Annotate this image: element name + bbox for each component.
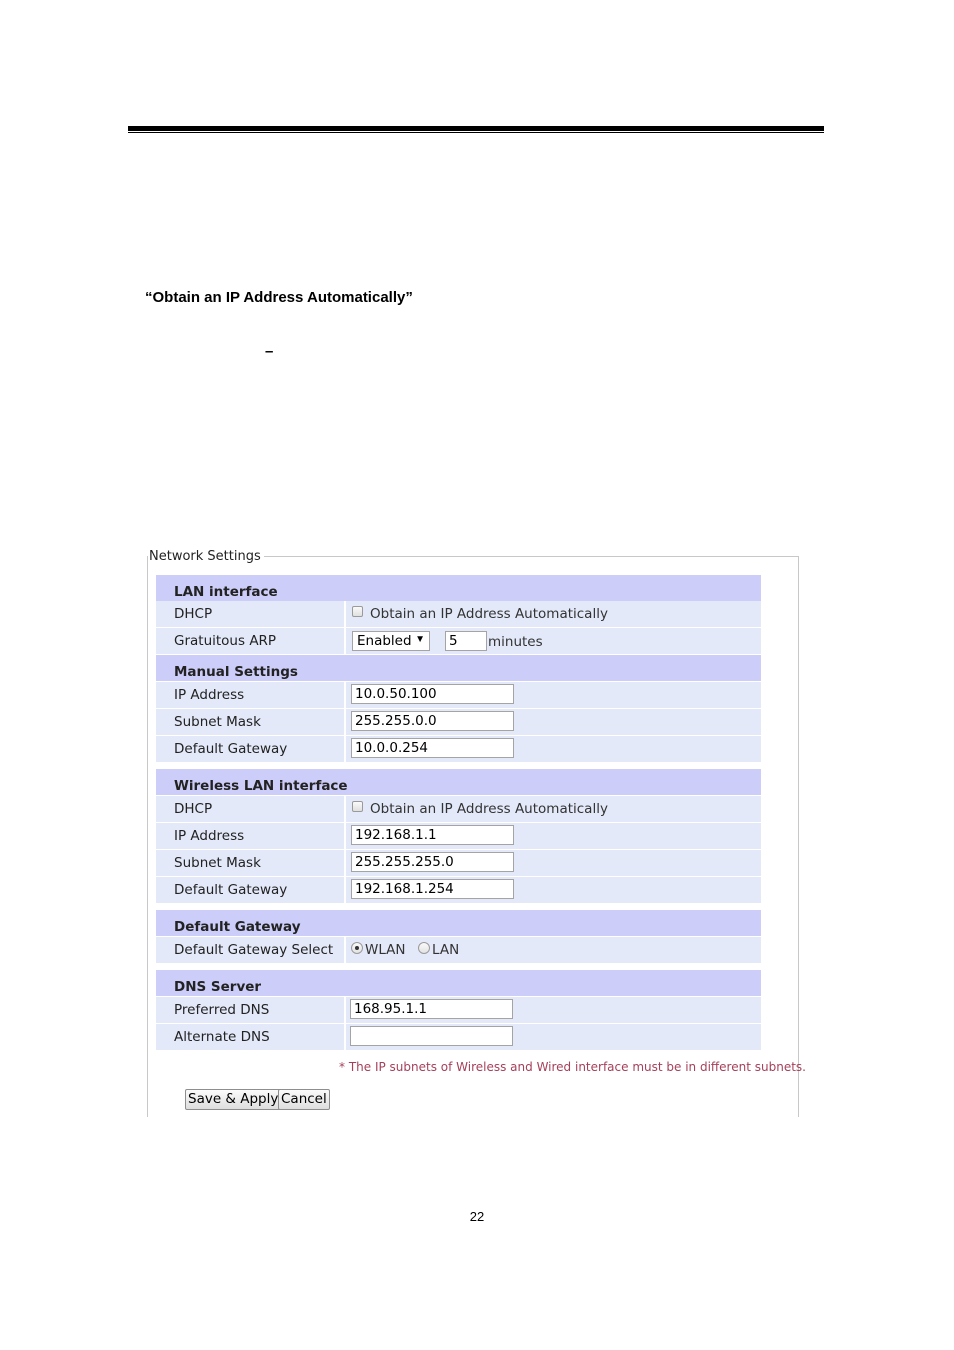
- wlan-ip-input[interactable]: 192.168.1.1: [351, 825, 514, 845]
- lan-radio-icon[interactable]: [418, 942, 430, 954]
- wlan-mask-input[interactable]: 255.255.255.0: [351, 852, 514, 872]
- row-lan-dhcp: [156, 601, 761, 627]
- arp-select[interactable]: [352, 631, 430, 651]
- section-default-gateway: [156, 910, 761, 936]
- row-wlan-mask: [156, 850, 761, 876]
- row-lan-mask: [156, 709, 761, 735]
- wlan-radio-icon[interactable]: [351, 942, 363, 954]
- lan-dhcp-option-label[interactable]: Obtain an IP Address Automatically: [370, 606, 608, 622]
- row-lan-gateway: [156, 736, 761, 762]
- top-rule: [128, 126, 824, 131]
- wlan-dhcp-checkbox-icon[interactable]: [352, 801, 363, 812]
- lan-radio-label[interactable]: LAN: [432, 942, 460, 958]
- subnet-note: * The IP subnets of Wireless and Wired interface must be in different subnets.: [339, 1060, 806, 1074]
- lan-ip-input[interactable]: 10.0.50.100: [351, 684, 514, 704]
- lan-gateway-input[interactable]: 10.0.0.254: [351, 738, 514, 758]
- top-rule-thin: [128, 132, 824, 133]
- dash-mark: –: [265, 343, 274, 360]
- field-label: Alternate DNS: [174, 1029, 270, 1045]
- arp-interval-input[interactable]: 5: [445, 631, 487, 651]
- row-wlan-ip: [156, 823, 761, 849]
- wlan-dhcp-option-label[interactable]: Obtain an IP Address Automatically: [370, 801, 608, 817]
- field-label: Default Gateway Select: [174, 942, 334, 958]
- arp-unit-label: minutes: [488, 634, 543, 650]
- row-lan-ip: [156, 682, 761, 708]
- section-dns-server: [156, 970, 761, 996]
- row-wlan-dhcp: [156, 796, 761, 822]
- row-gateway-select: [156, 937, 761, 963]
- row-wlan-gateway: [156, 877, 761, 903]
- field-label: DHCP: [174, 801, 213, 817]
- heading-quote: “Obtain an IP Address Automatically”: [145, 289, 413, 306]
- section-title: LAN interface: [174, 584, 278, 600]
- field-label: IP Address: [174, 828, 245, 844]
- row-alternate-dns: [156, 1024, 761, 1050]
- section-title: DNS Server: [174, 979, 262, 995]
- lan-mask-input[interactable]: 255.255.0.0: [351, 711, 514, 731]
- section-title: Wireless LAN interface: [174, 778, 348, 794]
- lan-dhcp-checkbox-icon[interactable]: [352, 606, 363, 617]
- preferred-dns-input[interactable]: 168.95.1.1: [350, 999, 513, 1019]
- panel-legend: Network Settings: [149, 549, 261, 564]
- row-preferred-dns: [156, 997, 761, 1023]
- arp-select-value: Enabled: [357, 633, 412, 649]
- section-wireless-lan: [156, 769, 761, 795]
- field-label: IP Address: [174, 687, 245, 703]
- dropdown-arrow-icon: ▼: [415, 634, 425, 645]
- field-label: Gratuitous ARP: [174, 633, 277, 649]
- alternate-dns-input[interactable]: [350, 1026, 513, 1046]
- field-label: Preferred DNS: [174, 1002, 270, 1018]
- wlan-gateway-input[interactable]: 192.168.1.254: [351, 879, 514, 899]
- section-lan-interface: [156, 575, 761, 601]
- section-title: Manual Settings: [174, 664, 298, 680]
- field-label: Subnet Mask: [174, 855, 261, 871]
- cancel-button[interactable]: Cancel: [278, 1089, 330, 1110]
- section-manual-settings: [156, 655, 761, 681]
- field-label: Default Gateway: [174, 882, 288, 898]
- field-label: Default Gateway: [174, 741, 288, 757]
- wlan-radio-label[interactable]: WLAN: [365, 942, 406, 958]
- section-title: Default Gateway: [174, 919, 301, 935]
- field-label: DHCP: [174, 606, 213, 622]
- field-label: Subnet Mask: [174, 714, 261, 730]
- save-apply-button[interactable]: Save & Apply: [185, 1089, 281, 1110]
- page-number: 22: [469, 1209, 485, 1224]
- row-gratuitous-arp: [156, 628, 761, 654]
